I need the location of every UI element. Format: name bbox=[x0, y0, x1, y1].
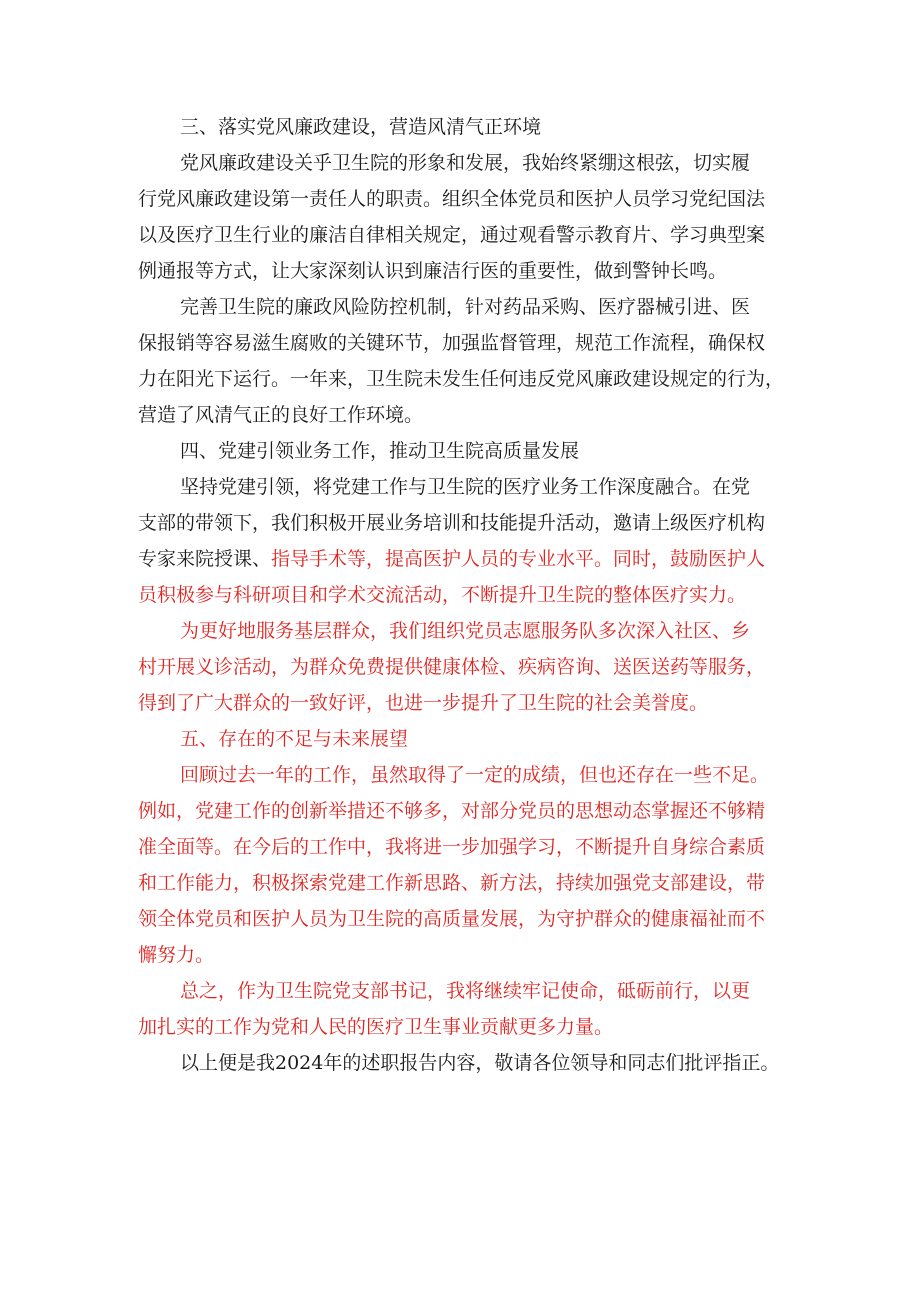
paragraph-line: 加扎实的工作为党和人民的医疗卫生事业贡献更多力量。 bbox=[138, 1016, 614, 1038]
section-heading-3: 三、落实党风廉政建设，营造风清气正环境 bbox=[180, 116, 542, 138]
paragraph-line: 为更好地服务基层群众，我们组织党员志愿服务队多次深入社区、乡 bbox=[180, 620, 751, 642]
paragraph-line: 回顾过去一年的工作，虽然取得了一定的成绩，但也还存在一些不足。 bbox=[180, 764, 770, 786]
paragraph-line: 行党风廉政建设第一责任人的职责。组织全体党员和医护人员学习党纪国法 bbox=[138, 188, 766, 210]
paragraph-line: 支部的带领下，我们积极开展业务培训和技能提升活动，邀请上级医疗机构 bbox=[138, 512, 766, 534]
paragraph-line: 得到了广大群众的一致好评，也进一步提升了卫生院的社会美誉度。 bbox=[138, 692, 709, 714]
paragraph-line: 村开展义诊活动，为群众免费提供健康体检、疾病咨询、送医送药等服务， bbox=[138, 656, 766, 678]
paragraph-line: 保报销等容易滋生腐败的关键环节，加强监督管理，规范工作流程，确保权 bbox=[138, 332, 766, 354]
paragraph-line: 党风廉政建设关乎卫生院的形象和发展，我始终紧绷这根弦，切实履 bbox=[180, 152, 751, 174]
document-page bbox=[138, 109, 798, 1081]
section-heading-5: 五、存在的不足与未来展望 bbox=[180, 728, 409, 750]
paragraph-line: 力在阳光下运行。一年来，卫生院未发生任何违反党风廉政建设规定的行为， bbox=[138, 368, 785, 390]
paragraph-shortcomings bbox=[138, 757, 798, 973]
paragraph-line: 领全体党员和医护人员为卫生院的高质量发展，为守护群众的健康福祉而不 bbox=[138, 908, 766, 930]
text-segment-black: 专家来院授课、 bbox=[138, 548, 272, 570]
paragraph-line: 懈努力。 bbox=[138, 944, 215, 966]
paragraph-line: 营造了风清气正的良好工作环境。 bbox=[138, 404, 424, 426]
paragraph-line: 和工作能力，积极探索党建工作新思路、新方法，持续加强党支部建设，带 bbox=[138, 872, 766, 894]
paragraph-volunteer-service bbox=[138, 613, 798, 721]
paragraph-line: 准全面等。在今后的工作中，我将进一步加强学习，不断提升自身综合素质 bbox=[138, 836, 766, 858]
closing-line: 以上便是我2024年的述职报告内容，敬请各位领导和同志们批评指正。 bbox=[180, 1052, 780, 1074]
paragraph-line-mixed bbox=[138, 541, 798, 577]
paragraph-line: 总之，作为卫生院党支部书记，我将继续牢记使命，砥砺前行，以更 bbox=[180, 980, 751, 1002]
paragraph-risk-control bbox=[138, 289, 798, 433]
paragraph-line: 例如，党建工作的创新举措还不够多，对部分党员的思想动态掌握还不够精 bbox=[138, 800, 766, 822]
section-heading-4: 四、党建引领业务工作，推动卫生院高质量发展 bbox=[180, 440, 580, 462]
paragraph-line: 例通报等方式，让大家深刻认识到廉洁行医的重要性，做到警钟长鸣。 bbox=[138, 260, 728, 282]
paragraph-line: 完善卫生院的廉政风险防控机制，针对药品采购、医疗器械引进、医 bbox=[180, 296, 751, 318]
paragraph-conclusion bbox=[138, 973, 798, 1045]
paragraph-party-led-business bbox=[138, 469, 798, 613]
paragraph-line: 坚持党建引领，将党建工作与卫生院的医疗业务工作深度融合。在党 bbox=[180, 476, 751, 498]
paragraph-integrity-study bbox=[138, 145, 798, 289]
text-segment-red: 指导手术等，提高医护人员的专业水平。同时，鼓励医护人 bbox=[271, 548, 766, 570]
paragraph-line: 员积极参与科研项目和学术交流活动，不断提升卫生院的整体医疗实力。 bbox=[138, 584, 747, 606]
paragraph-line: 以及医疗卫生行业的廉洁自律相关规定，通过观看警示教育片、学习典型案 bbox=[138, 224, 766, 246]
